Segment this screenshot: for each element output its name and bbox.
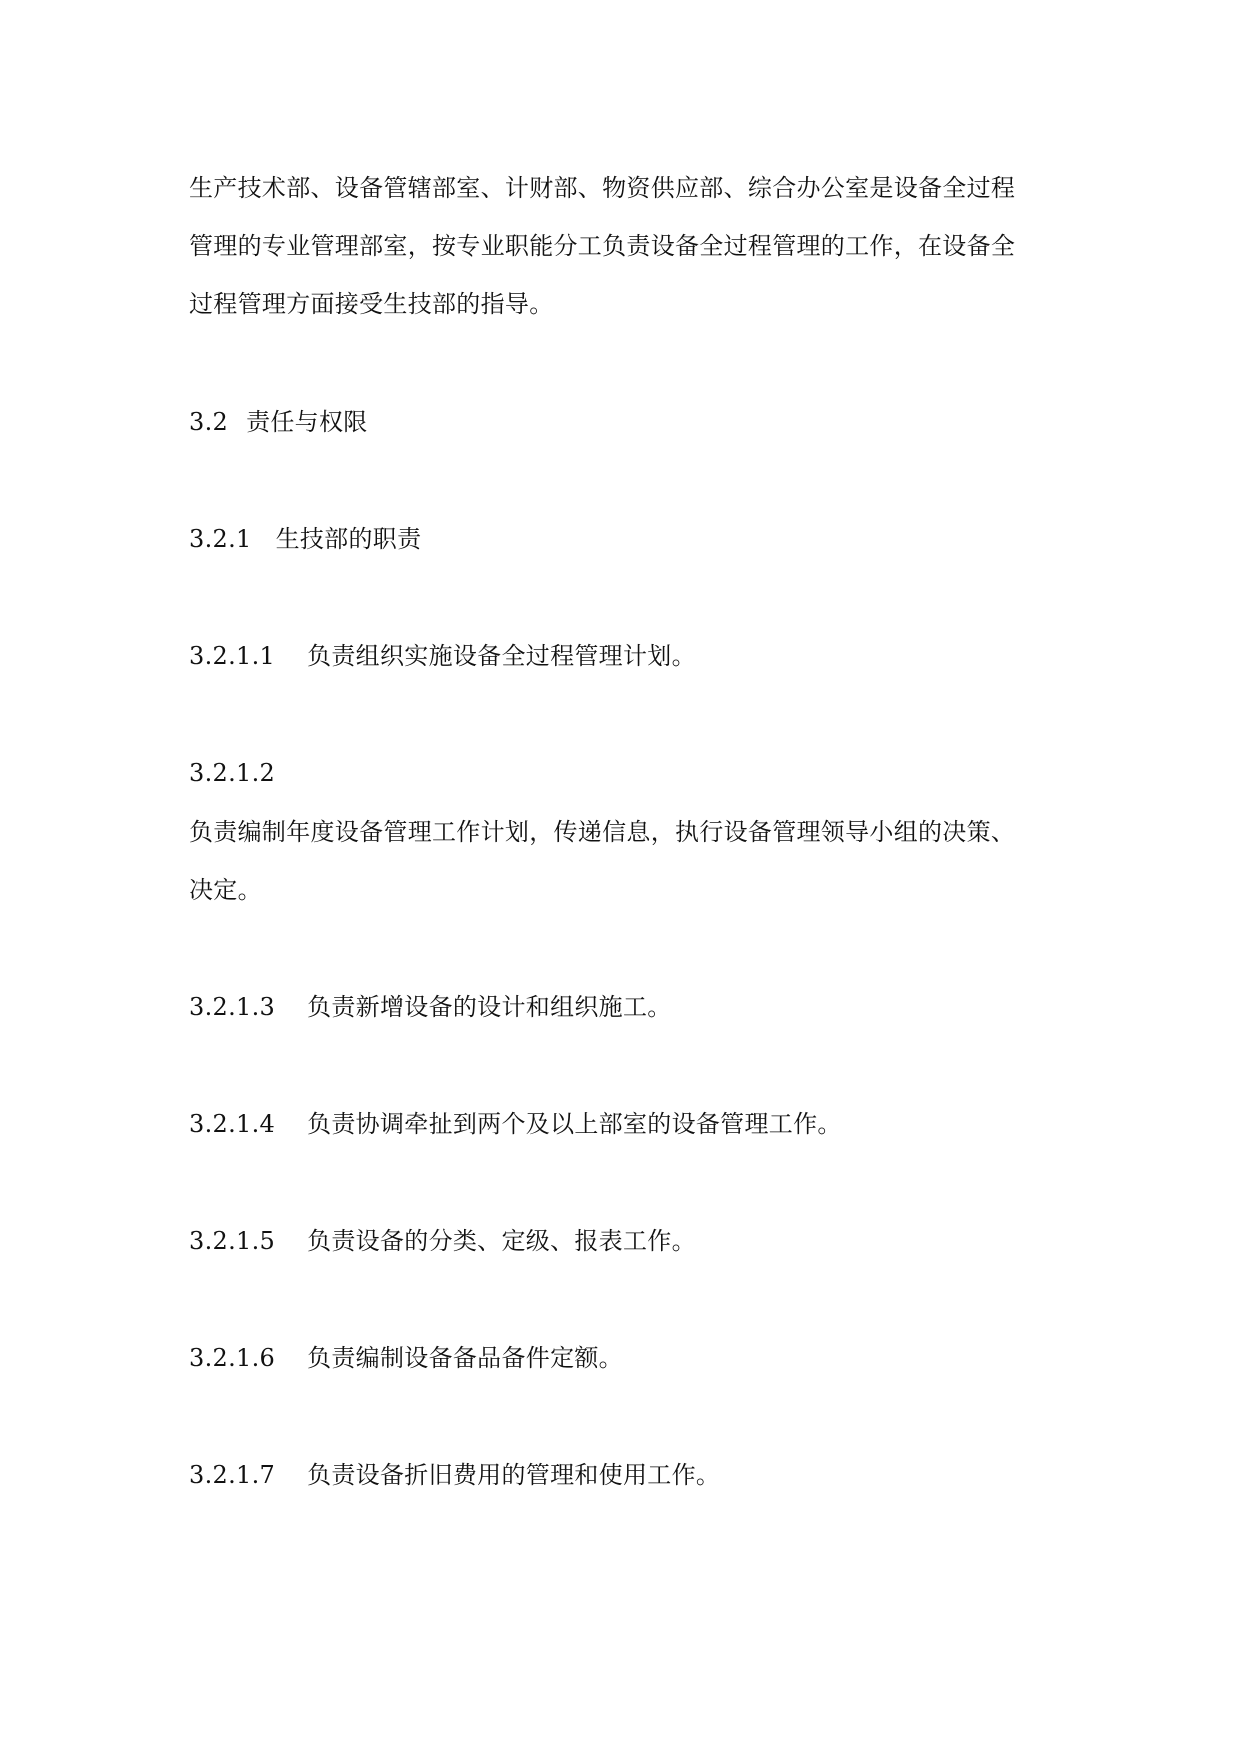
section-heading-3-2-1 — [189, 523, 1069, 555]
list-item-3-2-1-7 — [189, 1459, 1069, 1491]
item-number: 3.2.1.6 — [189, 1344, 276, 1372]
list-item-3-2-1-1 — [189, 640, 1069, 672]
item-text: 负责设备的分类、定级、报表工作。 — [307, 1227, 696, 1255]
item-number: 3.2.1.3 — [189, 993, 276, 1021]
intro-paragraph-line-1: 生产技术部、设备管辖部室、计财部、物资供应部、综合办公室是设备全过程 — [189, 174, 1016, 202]
item-number: 3.2.1.1 — [189, 642, 276, 670]
section-number: 3.2.1 — [189, 525, 252, 553]
item-text-3-2-1-2-line-1: 负责编制年度设备管理工作计划，传递信息，执行设备管理领导小组的决策、 — [189, 818, 1016, 846]
item-text: 负责协调牵扯到两个及以上部室的设备管理工作。 — [307, 1110, 842, 1138]
item-number: 3.2.1.7 — [189, 1461, 276, 1489]
item-number-3-2-1-2: 3.2.1.2 — [189, 759, 276, 787]
item-number: 3.2.1.5 — [189, 1227, 276, 1255]
item-text: 负责新增设备的设计和组织施工。 — [307, 993, 672, 1021]
section-heading-3-2 — [189, 406, 1069, 438]
intro-paragraph-line-3: 过程管理方面接受生技部的指导。 — [189, 290, 554, 318]
item-text: 负责设备折旧费用的管理和使用工作。 — [307, 1461, 721, 1489]
item-text: 负责组织实施设备全过程管理计划。 — [307, 642, 696, 670]
item-number: 3.2.1.4 — [189, 1110, 276, 1138]
item-text: 负责编制设备备品备件定额。 — [307, 1344, 623, 1372]
intro-paragraph-line-2: 管理的专业管理部室，按专业职能分工负责设备全过程管理的工作，在设备全 — [189, 232, 1016, 260]
section-title: 生技部的职责 — [275, 525, 422, 553]
section-number: 3.2 — [189, 408, 229, 436]
item-text-3-2-1-2-line-2: 决定。 — [189, 876, 262, 904]
list-item-3-2-1-6 — [189, 1342, 1069, 1374]
list-item-3-2-1-3 — [189, 991, 1069, 1023]
section-title: 责任与权限 — [246, 408, 368, 436]
list-item-3-2-1-5 — [189, 1225, 1069, 1257]
list-item-3-2-1-4 — [189, 1108, 1069, 1140]
